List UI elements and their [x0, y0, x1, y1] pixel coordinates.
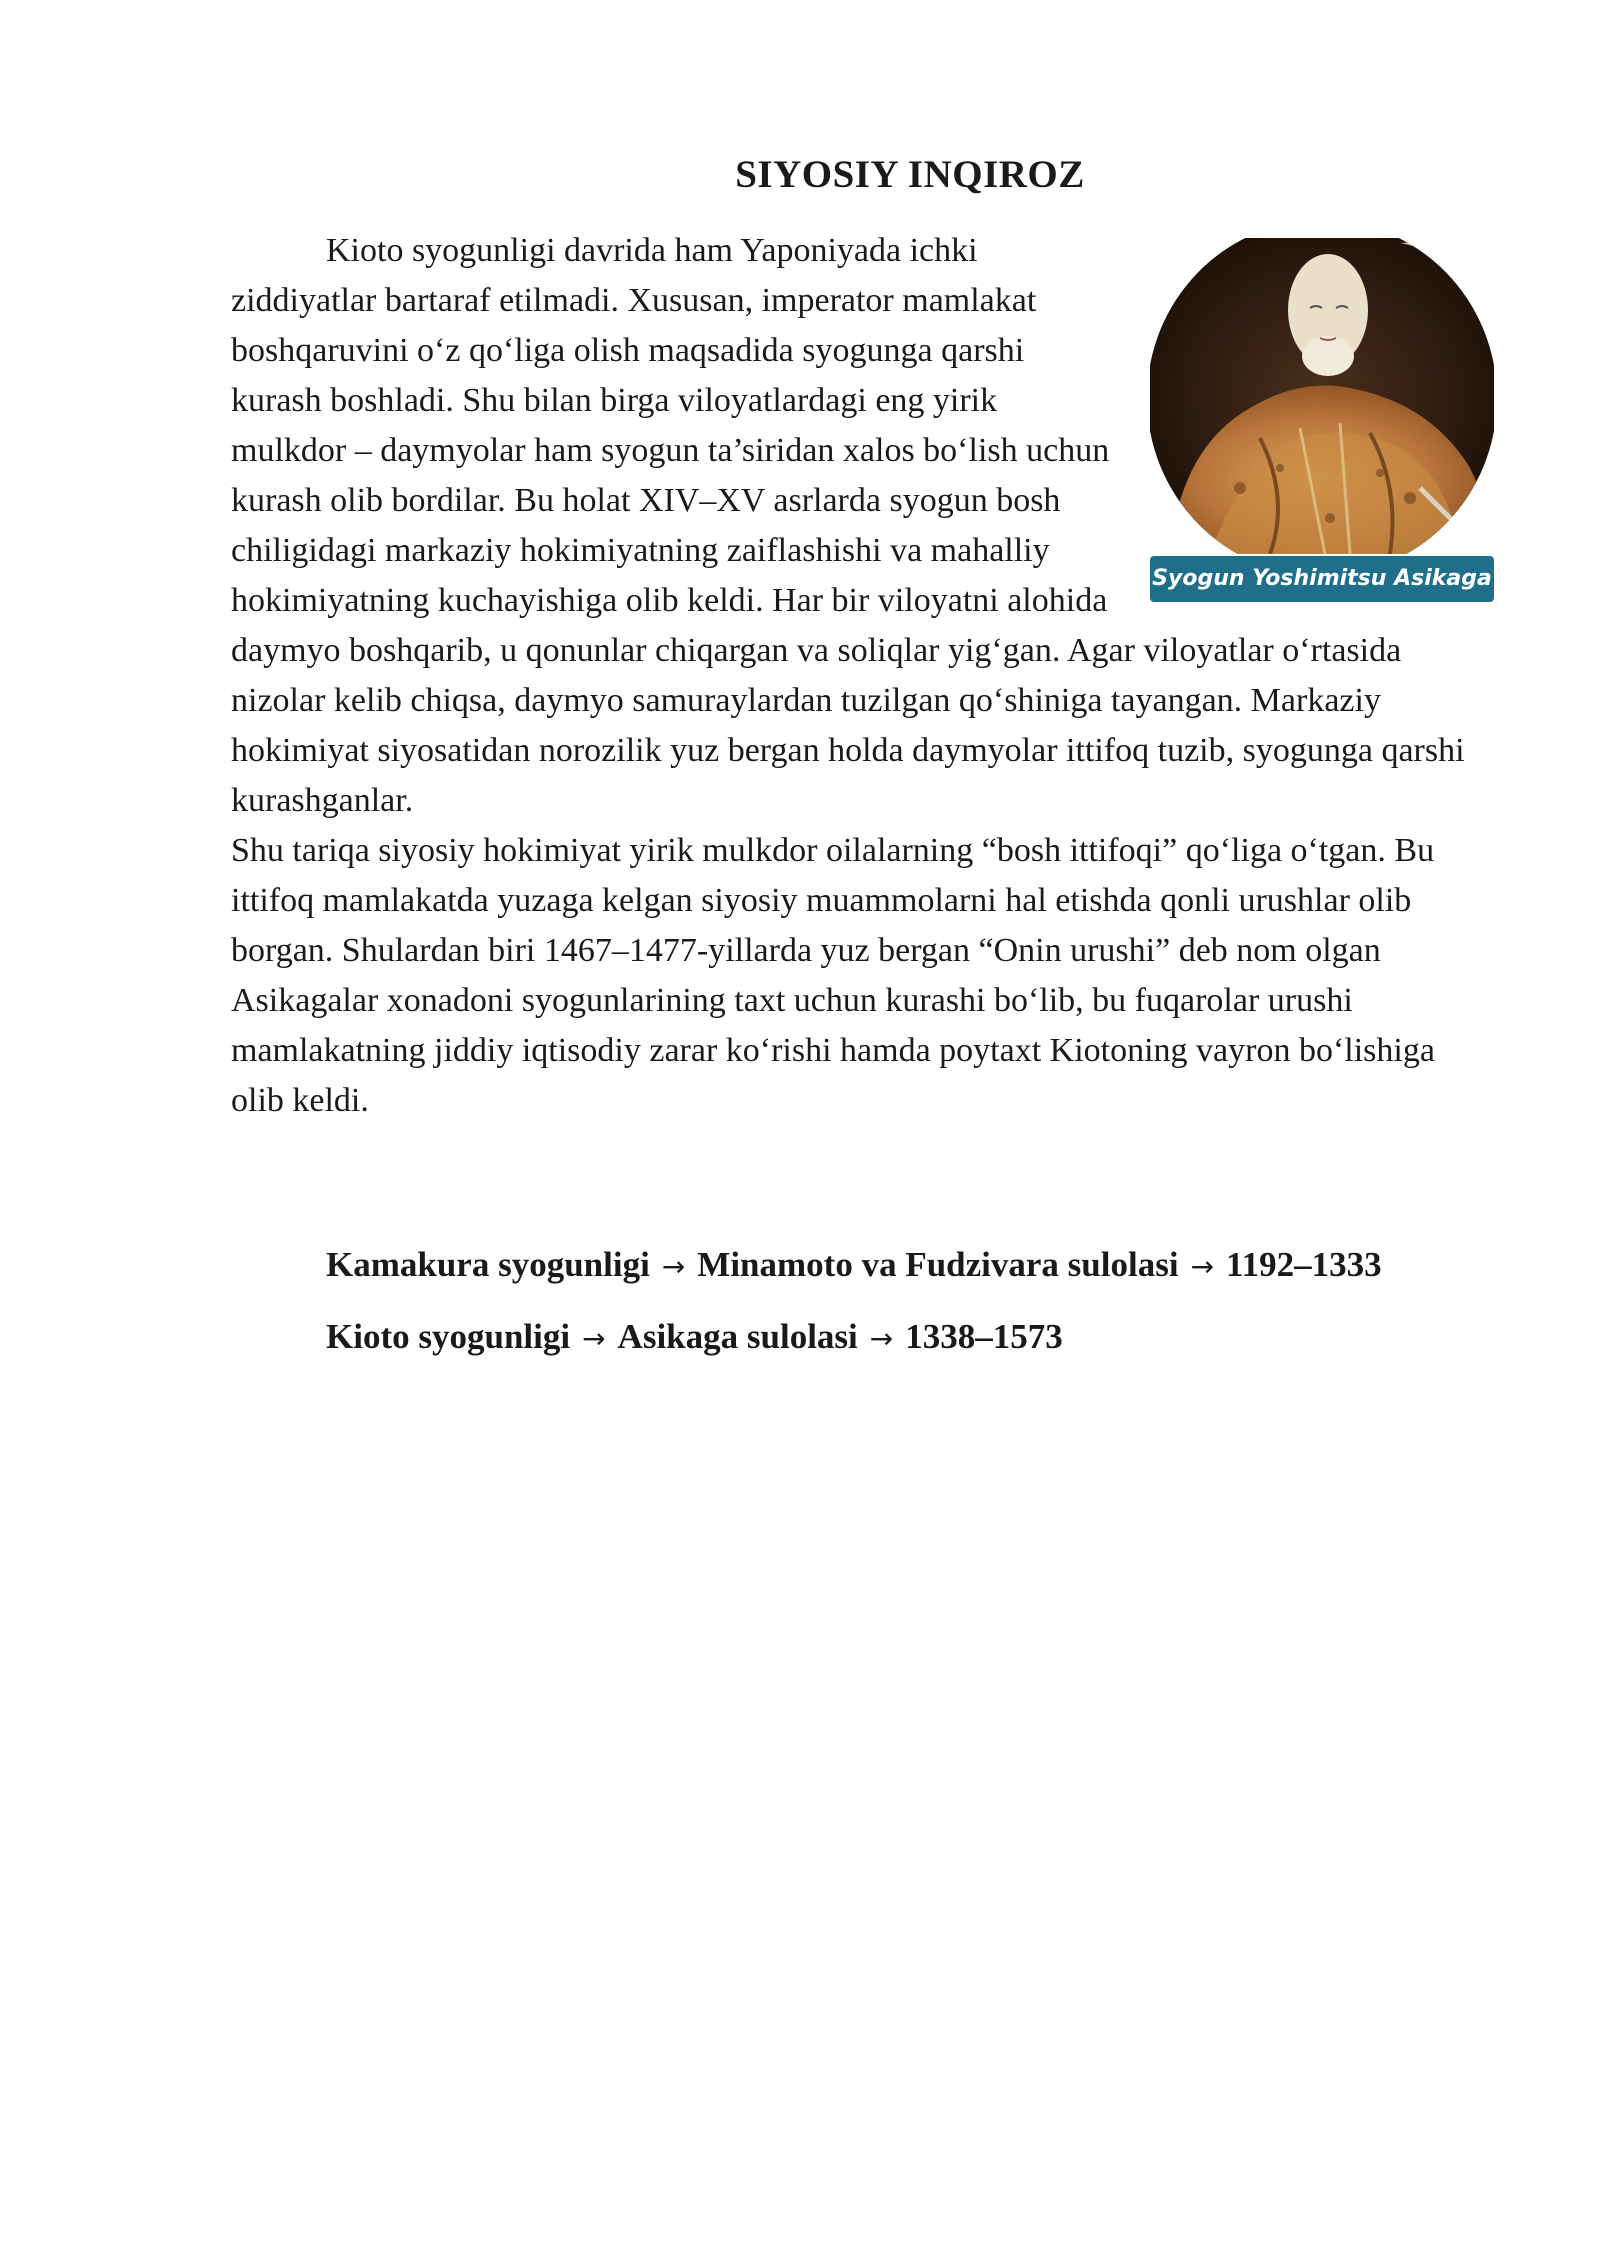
- shogun-portrait-image: [1150, 238, 1494, 554]
- image-caption: Syogun Yoshimitsu Asikaga: [1150, 556, 1494, 602]
- dynasty-name: Asikaga sulolasi: [617, 1317, 858, 1356]
- dynasty-line: [326, 1317, 1063, 1357]
- body-text: [231, 226, 1491, 1126]
- shogunate-name: Kioto syogunligi: [326, 1317, 571, 1356]
- arrow-icon: →: [1190, 1250, 1215, 1283]
- dynasty-years: 1192–1333: [1226, 1245, 1382, 1284]
- portrait-figure: [1150, 238, 1494, 608]
- arrow-icon: →: [661, 1250, 686, 1283]
- dynasty-years: 1338–1573: [905, 1317, 1063, 1356]
- dynasty-line: [326, 1245, 1382, 1285]
- arrow-icon: →: [869, 1322, 894, 1355]
- page-title: SIYOSIY INQIROZ: [735, 153, 1085, 196]
- intro-paragraph: Kioto syogunligi davrida ham Yaponiyada ichki ziddiyatlar bartaraf etilmadi. Xususan, imperator mamlakat boshqaruvini o‘z qo‘liga olish maqsadida syogunga qarshi kurash boshladi. Shu bilan birga viloyatlardagi eng yirik mulkdor – daymyolar ham syogun ta’siridan xalos bo‘lish uchun kurash olib bordilar. Bu holat XIV–XV asrlarda syogun bosh chiligidagi markaziy hokimiyatning zaiflashishi va mahalliy hokimiyatning kuchayishiga olib keldi. Har bir viloyatni alohida daymyo boshqarib, u qonunlar chiqargan va soliqlar yig‘gan. Agar viloyatlar o‘rtasida nizolar kelib chiqsa, daymyo samuraylardan tuzilgan qo‘shiniga tayangan. Markaziy hokimiyat siyosatidan norozilik yuz bergan holda daymyolar ittifoq tuzib, syogunga qarshi kurashganlar.: [231, 232, 1465, 819]
- arrow-icon: →: [582, 1322, 606, 1355]
- dynasty-name: Minamoto va Fudzivara sulolasi: [697, 1245, 1179, 1284]
- shogunate-name: Kamakura syogunligi: [326, 1245, 650, 1284]
- second-paragraph: Shu tariqa siyosiy hokimiyat yirik mulkdor oilalarning “bosh ittifoqi” qo‘liga o‘tgan. Bu ittifoq mamlakatda yuzaga kelgan siyosiy muammolarni hal etishda qonli urushlar olib borgan. Shulardan biri 1467–1477-yillarda yuz bergan “Onin urushi” deb nom olgan Asikagalar xonadoni syogunlarining taxt uchun kurashi bo‘lib, bu fuqarolar urushi mamlakatning jiddiy iqtisodiy zarar ko‘rishi hamda poytaxt Kiotoning vayron bo‘lishiga olib keldi.: [231, 832, 1435, 1119]
